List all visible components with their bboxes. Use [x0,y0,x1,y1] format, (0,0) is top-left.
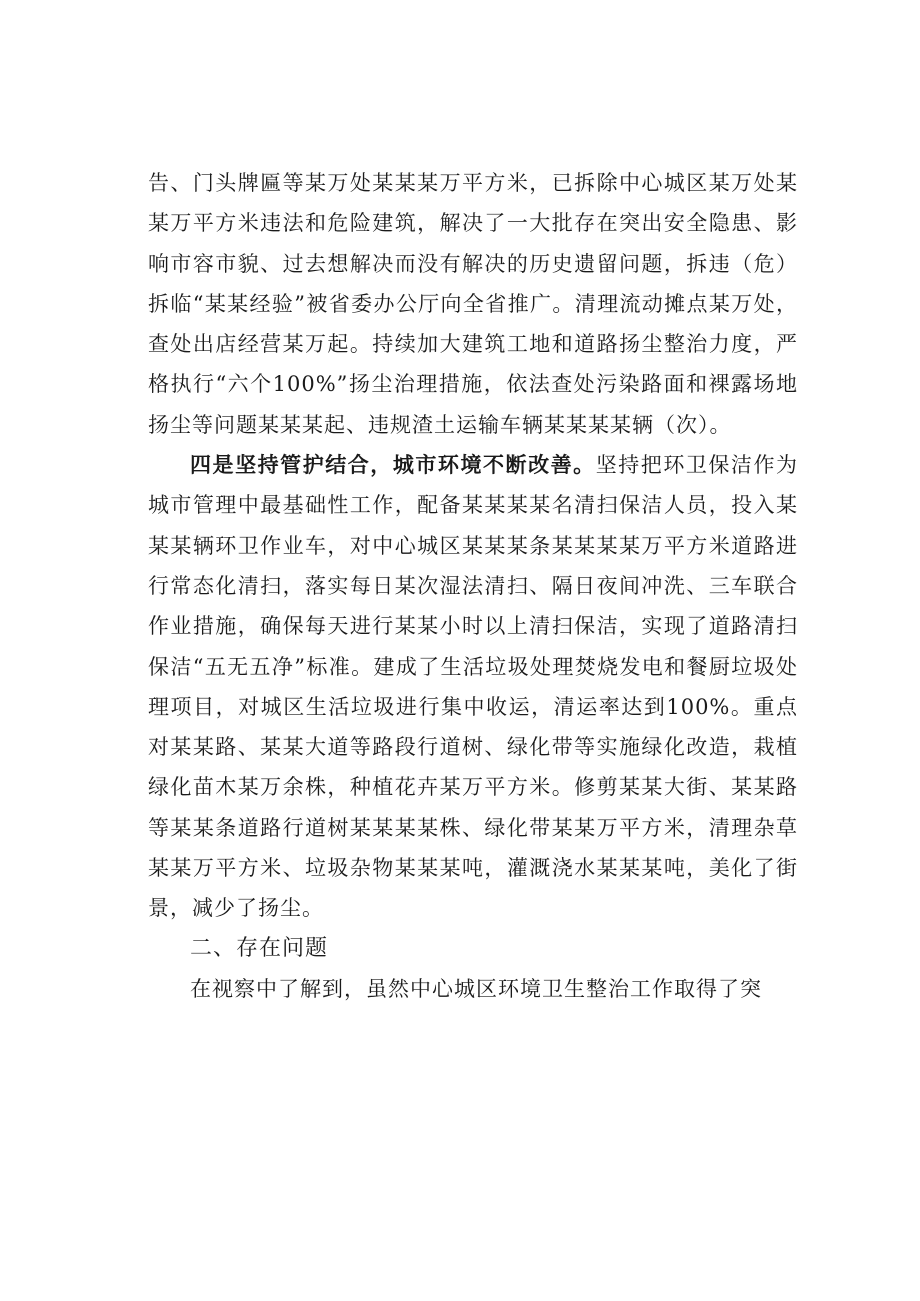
body-paragraph-environment [148,445,798,929]
paragraph-bold-lead: 四是坚持管护结合，城市环境不断改善。 [190,452,596,478]
document-body [148,163,798,1009]
section-heading-problems: 二、存在问题 [190,935,329,961]
body-paragraph-continuation: 告、门头牌匾等某万处某某某万平方米，已拆除中心城区某万处某某万平方米违法和危险建筑，解决了一大批存在突出安全隐患、影响市容市貌、过去想解决而没有解决的历史遗留问题，拆违（危）拆临“某某经验”被省委办公厅向全省推广。清理流动摊点某万处，查处出店经营某万起。持续加大建筑工地和道路扬尘整治力度，严格执行“六个100%”扬尘治理措施，依法查处污染路面和裸露场地扬尘等问题某某某起、违规渣土运输车辆某某某某辆（次）。 [148,171,798,437]
paragraph-body-text: 坚持把环卫保洁作为城市管理中最基础性工作，配备某某某某名清扫保洁人员，投入某某某辆环卫作业车，对中心城区某某某条某某某某万平方米道路进行常态化清扫，落实每日某次湿法清扫、隔日夜间冲洗、三车联合作业措施，确保每天进行某某小时以上清扫保洁，实现了道路清扫保洁“五无五净”标准。建成了生活垃圾处理焚烧发电和餐厨垃圾处理项目，对城区生活垃圾进行集中收运，清运率达到100%。重点对某某路、某某大道等路段行道树、绿化带等实施绿化改造，栽植绿化苗木某万余株，种植花卉某万平方米。修剪某某大街、某某路等某某条道路行道树某某某某株、绿化带某某万平方米，清理杂草某某万平方米、垃圾杂物某某某吨，灌溉浇水某某某吨，美化了街景，减少了扬尘。 [148,453,799,921]
body-paragraph-problems: 在视察中了解到，虽然中心城区环境卫生整治工作取得了突 [190,976,762,1001]
